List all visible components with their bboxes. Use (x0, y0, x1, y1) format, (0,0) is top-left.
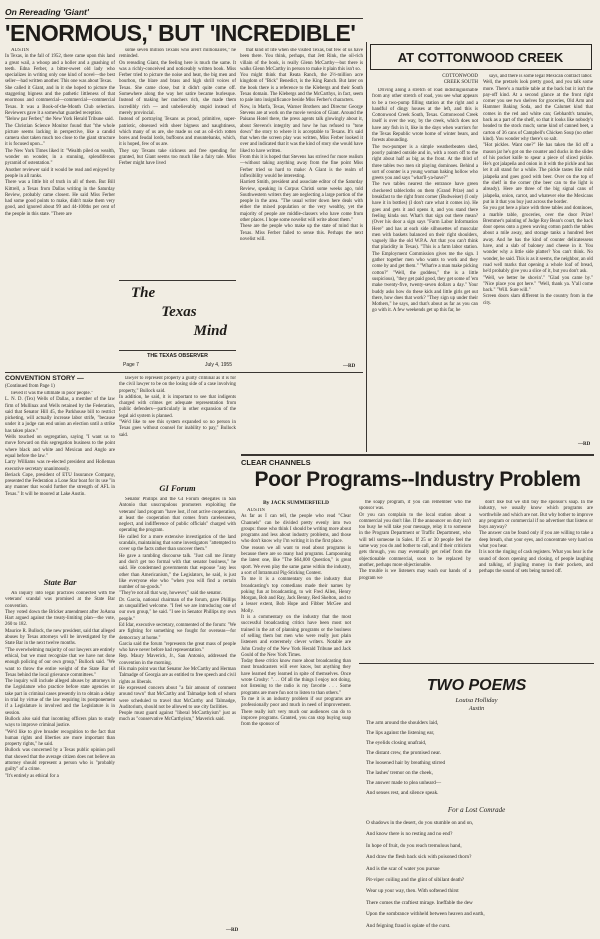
main-headline: 'ENORMOUS,' BUT 'INCREDIBLE' (5, 20, 356, 46)
radio-column-1-text: AUSTIN As far as I can tell, the people who read "Clear Channels" can be divided pretty evenly into two groups: those who think I should be writing more about programs and less about industry problems, and those who don't know why I'm writing it in the first place. One reason we all want to read about programs is because there are so many bad programs. Lampooning the latest one, like "The $64,000 Question," is great sport. We even play the same game within the industry, a sort of Intramural Pig-Sticking Contest. To me it is a commentary on the industry that broadcasting's top comedians made their names by poking fun at broadcasting, to wit Fred Allen, Henry Morgan, Bob and Ray, Jack Benny, Red Skelton, and to a lesser extent, Bob Hope and Fibber McGee and Molly. It is a commentary on the industry that the most successful broadcasting critics have been most not trained in the art of planning programs or the business of selling them but men who were really just plain listeners and exteremely clever writers. Notable are John Crosby of the New York Herald Tribune and Jack Gould of the New York Times. Today these critics know more about broadcasting than most broadcasters will ever know, but anything they have learned they learned in spite of themselves. Once wrote Crosby: ". . . Of all the things I enjoy not doing, not listening to the radio is my favorite . . . Some programs are more fun not to listen to than others." To me it is an industry problem if our programs are professionally poor and much in need of improvement. There really isn't very much our audiences can do to improve programs. Granted, you can stop buying soap from the sponsor of (241, 508, 351, 728)
giant-column-3 (240, 48, 363, 364)
clear-channels-rule-top (241, 454, 594, 456)
convention-column-2-text: lawyer to represent properly a guilty criminal as it is for the civil lawyer to be on the losing side of a case involving property," Bullock said. In addition, he said, it is important to see that indigents charged with crimes get adequate representation from public defenders—particularly in other expansion of the legal aid system is planned. "We'd like to see this system expanded so no person in Texas goes without counsel for inability to pay," Bullock said. (119, 376, 236, 438)
cottonwood-headline-box (370, 44, 592, 70)
giant-end-mark: —RD (343, 364, 356, 369)
radio-column-2 (359, 500, 471, 658)
convention-column-1b (5, 591, 115, 933)
giant-column-3-text: that kind of life when she visited Texas, but few of us have been there. You think, perhaps, that Jett Rink, the oil-rich villain of the book, is really Glenn McCarthy—but there is walks Glenn McCarthy in person to make it plain this isn't so. You might think that Reata Ranch, the 2½-million acre kingdom of "Bick" Benedict, is the King Ranch. But later on the book there is a reference to the Klebergs and their South Texas domain. The Klebergs and the McCarthys, in fact, seem to pale into insignificance beside Miss Ferber's characters. Now, in Marfa, Texas, Warner Brothers and Director George Stevens are at work on the movie version of Giant. Around the Paisano Hotel there, the press agents talk glowingly about it, about Stevens's integrity and how he has refused to "tone down" the story to where it is acceptable to Texans. It's said that when the screen play was written, Miss Ferber looked it over and indicated that it was the kind of story she would have liked to have written. From this it is hoped that Stevens has strived for more realism—without taking anything away from the fine point Miss Ferber tried so hard to make: A Giant is the realm of inflexibility would be interesting. Harriett Smith, president and associate editor of the Saturday Review, speaking in Corpus Christi some weeks ago, told Southwestern writers they are neglecting a large portion of the people in the area. "The usual writer down here deals with either the mixed population or the very wealthy, yet the majority of people are middle-classers who have come from other places. I hope some novelist will write about them." These are the people who make up the state of mind that is Texas. Miss Ferber failed to sense this. Perhaps the next novelist will. (240, 48, 363, 242)
radio-column-3 (479, 500, 593, 658)
radio-column-1 (241, 508, 351, 933)
convention-column-2b (119, 497, 236, 929)
poem-one (366, 718, 592, 800)
kicker-rule (5, 18, 363, 19)
poem-two (366, 818, 592, 936)
masthead-page: Page 7 (123, 362, 139, 368)
radio-column-3-text: don't like but we still buy the sponsor's soap. In the industry, we usually know which programs are worthwhile and which are not. But why bother to improve any program or commercial if no advertiser that listens or buys anyway? The answer can be found only if you are willing to take a deep breath, shut your eyes, and concentrate very hard on what you hear. It is not the ringing of cash registers. What you hear is the sound of doors opening and closing, of people laughing and talking, of jingling money in their pockets, and perhaps the sound of sets being turned off. (479, 500, 593, 575)
convention-column-2 (119, 376, 236, 480)
poems-location: Austin (468, 706, 485, 712)
convention-end-mark: —RD (226, 928, 239, 933)
giant-column-2-text: some seven million Texans who aren't millionaires," he reminded. On rereading Giant, the feeling here is much the same. It was a richly-conceived and noticeably written book. Miss Ferber tried to picture the noise and heat, the big men and bourbon, the blare and brass and high shrill voices of Texas. She came close, but it didn't quite come off. Somewhere along the way her satire became burlesque. Instead of making her ranchers rich, she made them incredibly rich — and unbelievably stupid instead of merely provincial. Instead of portraying Texans as proud, primitive, super-patriotic, obsessed with sheer bigness and naughtiness, which many of us are, she made us out as oil-rich rotten bores and feudal lords, buffoons and mountebanks, which, it is hoped, few of us are. They say Texans take sickness and free spending for granted, but Giant seems too much like a fairy tale. Miss Ferber might have lived (119, 48, 236, 167)
poems-author: Louisa Holliday (455, 697, 498, 704)
state-bar-subhead: State Bar (43, 577, 77, 587)
clear-channels-byline: By JACK SUMMERFIELD (262, 500, 329, 506)
poems-rule-top (359, 663, 594, 664)
convention-heading: CONVENTION STORY — (5, 375, 84, 382)
cottonwood-dateline: COTTONWOOD CREEK SOUTH (442, 74, 478, 86)
masthead-box (119, 280, 236, 372)
section-divider-left (5, 372, 363, 373)
clear-channels-headline: Poor Programs--Industry Problem (254, 468, 581, 491)
masthead-rule-bottom (119, 350, 236, 351)
convention-continued: (Continued from Page 1) (5, 384, 55, 389)
masthead-line-2: Texas (161, 304, 197, 320)
convention-column-1b-text: An inquiry into legal practices connected with the veterans' scandal was promised at the State Bar convention. They voted down the Bricker amendment after JoAnna Hart argued against the treaty-limiting plan—the vote, 260 to 182. Maurice R. Bullock, the new president, said that alleged abuses by Texas attorneys will be investigated by the State Bar in the next twelve months. "The overwhelming majority of our lawyers are entirely ethical, but we must recognize that we have not done enough policing of our own group," Bullock said. "We want to throw the entire weight of the State Bar of Texas behind the local grievance committees." The inquiry will include alleged abuses by attorneys in the Legislature who practice before state agencies or take part in criminal cases presently in to obtain a delay in trial by virtue of the law requiring its postponement if a Legislature is involved and the Legislature is in session. Bullock also said that incoming officers plan to study ways to improve criminal justice. "We'd like to give broader recognition to the fact that human rights and liberties are more important than property rights," he said. Bullock was concerned by a Texas public opinion poll that showed that the average citizen does not believe an attorney should represent a person who is "probably guilty" of a crime. "It's entirely as ethical for a (5, 591, 115, 779)
poem-two-title: For a Lost Comrade (447, 806, 506, 814)
poem-one-text: The arm around the shoulders laid, The lips against the listening ear, The eyelids closing unafraid, The distant crew, the promised near. The loosened hair by breathing stirred The lashes' tremor on the cheek, The answer made to plea unheard— And senses rest, and silence speak. (366, 720, 446, 796)
convention-column-1 (5, 391, 115, 575)
convention-column-1-text: lieved it was the ultimate in poor people." L. N. D. (Tex) Wells of Dallas, a member of the law firm of Mullinax and Wells retained by the Federation, said that Senator Hill 45, the Parkhouse bill to restrict picketing, will actually increase labor strife, "because under it a judge can end union an election until a strike has taken place." Wells touched on segregation, saying "I want us to move forward on this segregation business to the point where black and white and Mexican and Anglo are equal before the law." Larry Williams was re-elected president and Holleman executive secretary unanimously. Beriack Cope, president of ETU Insurance Company, presented the Federation a Lone Star boat for its use "in any manner that would further the strength of AFL in Texas." It will be moored at Lake Austin. (5, 391, 115, 497)
clear-channels-label: CLEAR CHANNELS (241, 458, 311, 467)
cottonwood-end-mark: —RD (578, 442, 591, 447)
cottonwood-column-1-text: Driving along a stretch of road indistinguishable from any other stretch of road, you see what appears to be a two-pump filling station at the right and a handful of dingy houses at the left, and this is Cottonwood Creek South, Texas. Cottonwood Creek itself is over the way, by the creek, which does not have any fish in it, like in the days when warriors for the Texas Republic wrote home of winter bears, and forests abounding. The two-pumper is a simple weatherbeaten shed, poorly painted outside and in, with a room off to the right about half as big as the front. At the third of three tables two men sit playing dominoes. Behind a sort of counter is a young woman baking hollow who greets you and says "what'll-ya-have?" The two tables nearest the entrance have green checkered tablecloths on them (Grand Prize) and a breakfast to the right front corner (Budweiser) (I only have it in bottles) (I don't care what it comes in). He goes and gets it and opens it, and you stand there feeling kinda out. What's that sign out there mean? (Over his door a sign says "Farm Labor Information Here" and has at each side silhouettes of muscular men with baskets balanced on their right shoulders, vaguely like the old W.P.A. Art that you can't think that placidity in Texas). "This is a farm labor station. The Employment Commission gives me the sign. I gather together men who wants to work and they come by and get them." "What're a man make picking cotton?" "Well, the goddess," the is a little suspicious), "they get paid good, they get some of 'em make twenty-five, twenty-seven dollars a day." Your buddy asks how do these kids and little girls get out there, how does that work? "They sign up under their Mothers," he says, and that's about as far as you can go with it. A few weekends get up this far, he (372, 88, 478, 314)
giant-column-1-text: AUSTIN In Texas, in the fall of 1952, there came upon this land a great wail, a whoop and a holler and a gnashing of teeth. Edna Ferber, a bitter-sweet old lady who specializes in writing only one kind of novel—the best seller—had written another. This one was about Texas. She called it Giant, and in it she hoped to picture the staggering bigness and the pathetic littleness of that enormous and commercial—commercial—commercial Texas. It was a Book-of-the-Month Club selection. Reviewers gave it a somewhat guarded reception. "Below par Ferber," the New York Herald Tribune said. The Christian Science Monitor found that "the whole picture seems lacking in perspective, like a candid camera shot taken much too close to the giant structure it is focused upon..." The New York Times liked it: "Wealth piled on wealth, wonder on wonder, in a stunning, splendiferous pyramid of ostentation." Another reviewer said it would be read and enjoyed by people in all ranks. There was a little bit of truth in all of them. But Bill Kittrell, a Texas from Dallas writing in the Saturday Review, probably came closest. He said Miss Ferber had some good points to make, didn't make them very good, and ignored about 99 and 44-100ths per cent of the people in this state. "There are (5, 48, 115, 217)
cottonwood-headline: AT COTTONWOOD CREEK (397, 50, 564, 65)
giant-column-1 (5, 48, 115, 370)
cottonwood-column-2 (483, 74, 593, 446)
masthead-label: THE TEXAS OBSERVER (147, 353, 208, 359)
gi-forum-subhead: GI Forum (159, 483, 196, 493)
radio-column-2-text: the soapy program, if you can remember who the sponsor was. Or you can complain to the local station about a commercial you don't like. If the announcer on duty isn't too busy he will take your message, relay it to someone in the Program Department or Traffic Department, who will tell someone in Sales. If 25 or 30 people feel the same way you do and bother to call, and if their criticism gets through, you may eventually get relief from the objectionable commercial, soon to be replaced by another, perhaps more objectionable. The trouble is we listeners may wash our hands of a program we (359, 500, 471, 581)
cottonwood-column-2-text: says, and there is some legal Mexican contract labor. Well, the pretzels look pretty good, and you talk some more. There's a marble table at the back but it isn't the pay-off kind. At a second glance at the front right corner you see two shelves for groceries, Old Arm and Hammer Baking Soda, and the Calumet kind that comes in the red and white can; Gebhardt's tamales, back as a part of the shelf, so that it looks like nobody's headed to the stock much; some kind of canned beet, a carton of 36 cans of Campbell's Chicken Soup (no other kind). You wonder why there's so salt. "Hot pickles. Want one?" He has taken the lid off a mason jar he's got on the counter and ducks in the slides of his pocket knife to spear a piece of sliced pickle. He's got jalapeña and onion in it with the pickle and has let it all stand for a while. The pickle tastes like mild jalapeña and goes good with beer. Over on the top of the shelf in the corner (the beer can to the light is already). Here are three of the big signal cans of jalapeña, onion, carrot, and whatever else the Mexicans put in it that you buy just across the border. So you got here a place with three tables and dominoes, a marble table, groceries, over the door Prize! Bremmer's painting of Judge Roy Bean's court, the back door opens onto a green waving cotton patch the tables about a mile away, and storage tanks a hundred feet away. And he has the kind of counter delicatessens have, and a slab of baloney and cheese in it. You wonder why a little side platter? You can't think. No wonder, he said. This is as it seems, the neighbor, an old road well marks that opening a whole loaf of bread, he'd probably give you a slice of it, but you don't ask. "Well, we better be shovin'." "Glad you came by." "Nice place you got here." "Well, thank ya. Y'all come back." "Will. Sure will." Screen doors slam different in the country from in the city. (483, 74, 593, 306)
column-divider-vertical (366, 42, 367, 452)
masthead-line-3: Mind (193, 323, 227, 339)
convention-column-2b-text: Senator Phillips and the GI Forum delegates in San Antonio that unscrupulous promoters exploiting the veterans' land program "have lost, if not active cooperation, at least the cooperation that comes from carelessness, neglect, and indifference of public officials" charged with operating the program. He called for a more extensive investigation of the land scandals, maintaining that some investigators "attempted to cover up the facts rather than uncover them." He gave a rambling discourse talk. "Just call me Jimmy and don't get too formal with that senator business," he said. He condemned governments that espouse "any less other than Americanism," the Legislators, he said, is just like everyone else who "when you will find a certain number of no-goods." "They're not all that way, however," said the senator. Dr. Garcia, national chairman of the forum, gave Phillips an unqualified welcome. "I feel we are introducing one of our own group," he said. "I see in Senator Phillips my own people." Ed Idar, executive secretary, commented of the forum: "We are fighting for something we fought for overseas—for democracy at home." Garcia said the forum "represents the great mass of people who have never before had representation." Rep. Maury Maverick, Jr., San Antonio, addressed the convention in the morning. His main point was that Senator Joe McCarthy and Herman Talmadge of Georgia are as entitled to free speech and civil rights as liberals. He expressed concern about "a fair amount of comment around town" that McCarthy and Talmadge both of whom were scheduled to travel that McCarthy and Talmadge, Auditorium, should not be allowed to use city facilities. People must guard against "liberal McCarthyism" just as much as "conservative McCarthyism," Maverick said. (119, 497, 236, 723)
masthead-line-1: The (131, 285, 156, 301)
masthead-rule-top (119, 280, 236, 281)
poem-two-text: O shadows in the desert, do you stumble on and on, And know there is no resting and no end? In hope of fruit, do you reach tremulous hand, And draw the flesh back sick with poisoned thorn? And is the scar of water you pursue Pit-viper coiling and the glint of sibilant death? Wear up your way, then. With softened thirst There comes the craftiest mirage. Ineffable the dew Upon the sombrance withheld between heaven and earth, And feigning fraud is opiate of the curst. (366, 820, 485, 929)
poems-title: TWO POEMS (426, 677, 527, 694)
cottonwood-column-1 (372, 88, 478, 450)
giant-column-2 (119, 48, 236, 276)
masthead-date: July 4, 1955 (205, 362, 232, 368)
kicker: On Rereading 'Giant' (5, 7, 89, 17)
